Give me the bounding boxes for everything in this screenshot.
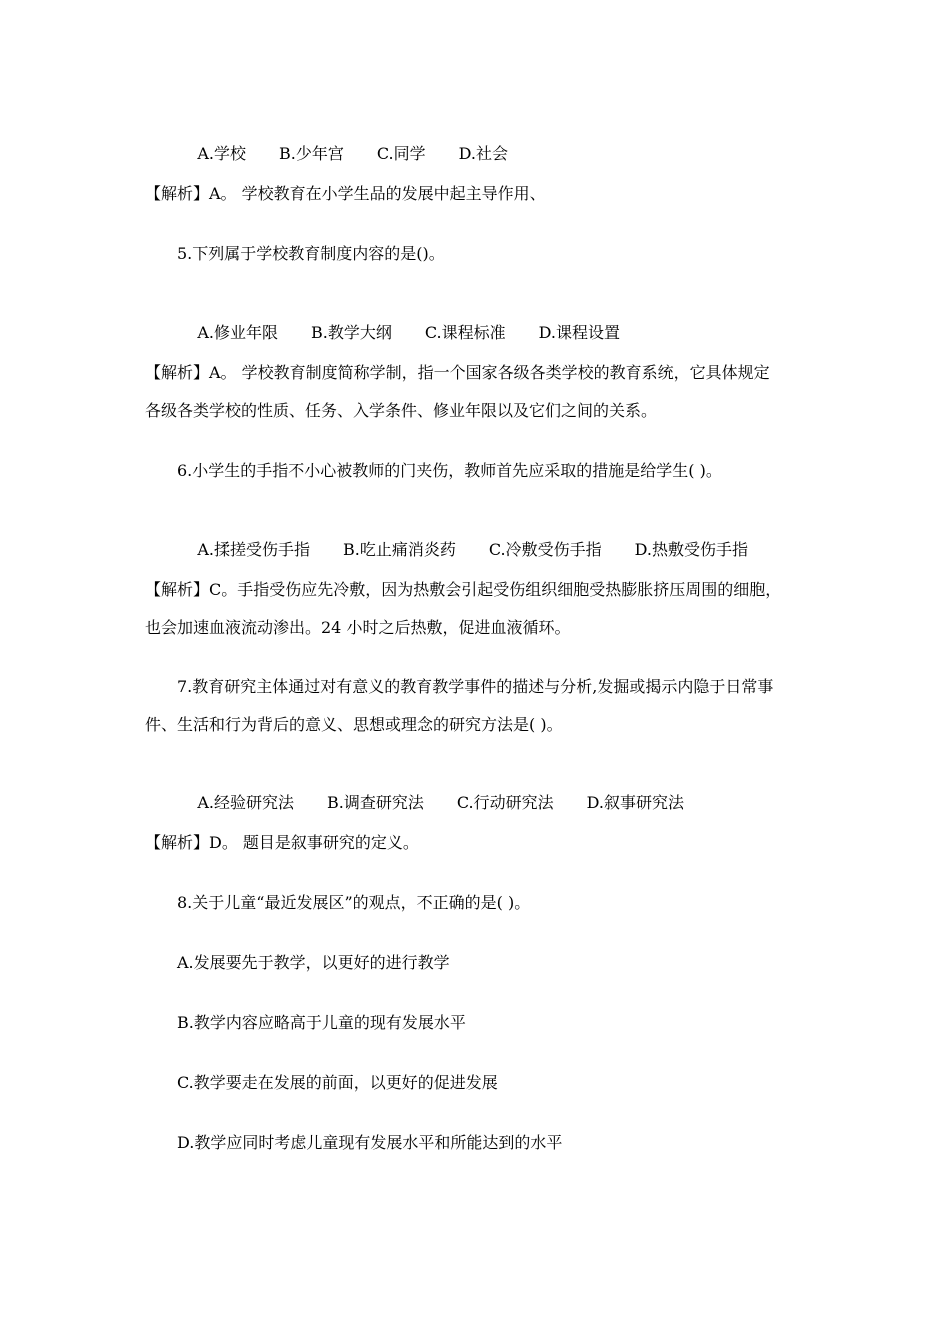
q6-stem: 6.小学生的手指不小心被教师的门夹伤，教师首先应采取的措施是给学生( )。 [177,461,722,480]
q4-option-b: B.少年宫 [279,144,344,163]
q5-option-a: A.修业年限 [197,323,278,342]
q6-analysis-line2: 也会加速血液流动渗出。24 小时之后热敷，促进血液循环。 [145,618,571,637]
q4-option-a: A.学校 [197,144,246,163]
q8-option-c: C.教学要走在发展的前面，以更好的促进发展 [177,1073,498,1092]
q4-option-d: D.社会 [458,144,508,163]
q6-option-c: C.冷敷受伤手指 [488,540,602,559]
q6-analysis-line1: 【解析】C。手指受伤应先冷敷，因为热敷会引起受伤组织细胞受热膨胀挤压周围的细胞， [145,580,782,599]
q5-option-b: B.教学大纲 [311,323,392,342]
q6-option-a: A.揉搓受伤手指 [197,540,310,559]
q5-analysis-line2: 各级各类学校的性质、任务、入学条件、修业年限以及它们之间的关系。 [145,401,658,420]
q4-option-c: C.同学 [376,144,426,163]
q4-options-row [177,124,508,184]
q6-options-row [177,520,748,580]
q7-option-a: A.经验研究法 [197,793,294,812]
q8-option-a: A.发展要先于教学，以更好的进行教学 [177,953,450,972]
q6-option-d: D.热敷受伤手指 [634,540,748,559]
q7-option-c: C.行动研究法 [456,793,554,812]
q5-options-row [177,303,620,363]
q7-analysis: 【解析】D。 题目是叙事研究的定义。 [145,833,419,852]
q8-option-b: B.教学内容应略高于儿童的现有发展水平 [177,1013,466,1032]
q5-option-d: D.课程设置 [538,323,620,342]
q6-option-b: B.吃止痛消炎药 [343,540,456,559]
q7-option-b: B.调查研究法 [327,793,424,812]
q5-stem: 5.下列属于学校教育制度内容的是()。 [177,244,445,263]
q7-stem-line2: 件、生活和行为背后的意义、思想或理念的研究方法是( )。 [145,715,563,734]
q8-stem: 8.关于儿童“最近发展区”的观点，不正确的是( )。 [177,893,531,912]
q7-options-row [177,773,684,833]
q7-option-d: D.叙事研究法 [586,793,684,812]
q4-analysis: 【解析】A。 学校教育在小学生品的发展中起主导作用、 [145,184,546,203]
q8-option-d: D.教学应同时考虑儿童现有发展水平和所能达到的水平 [177,1133,563,1152]
q7-stem-line1: 7.教育研究主体通过对有意义的教育教学事件的描述与分析,发掘或揭示内隐于日常事 [177,677,774,696]
q5-option-c: C.课程标准 [424,323,506,342]
q5-analysis-line1: 【解析】A。 学校教育制度简称学制，指一个国家各级各类学校的教育系统，它具体规定 [145,363,770,382]
